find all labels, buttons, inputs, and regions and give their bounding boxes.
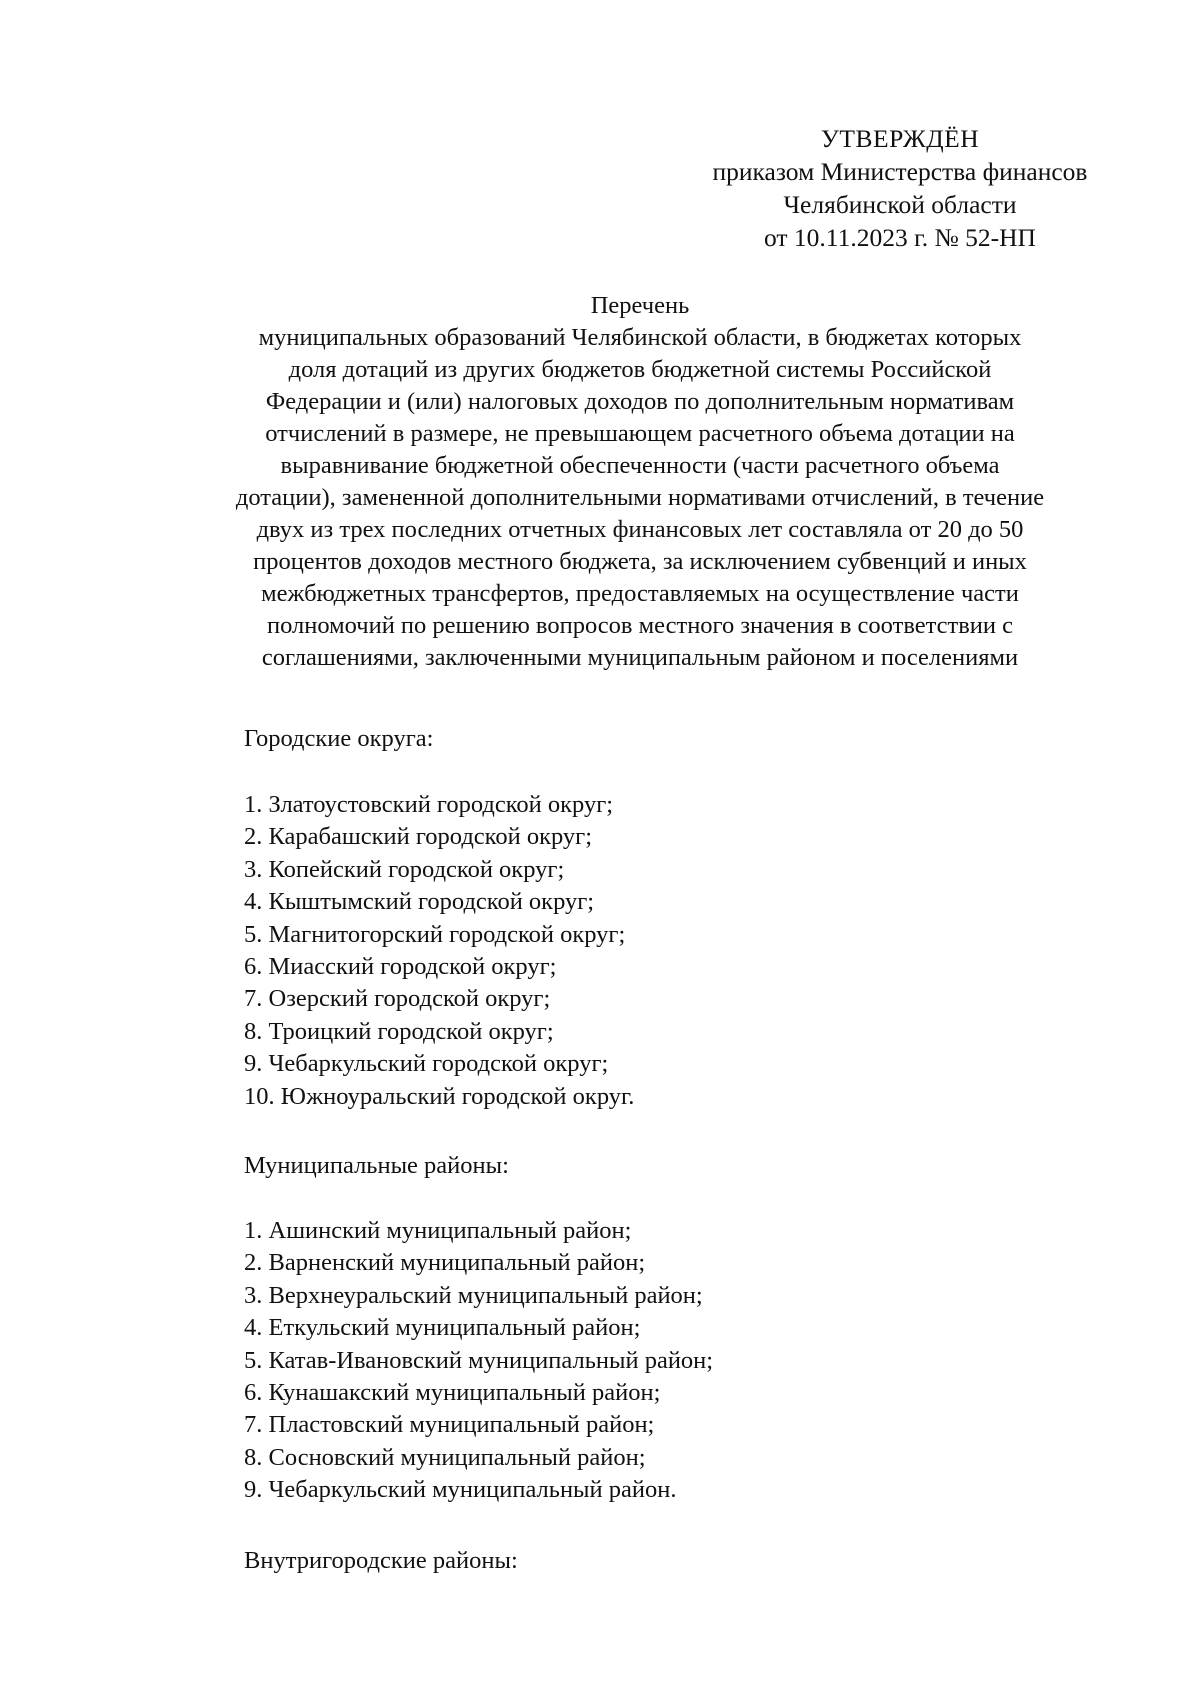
municipal-districts-heading: Муниципальные районы: (244, 1152, 509, 1179)
city-districts-list-wrap (244, 789, 1064, 1113)
municipal-districts-section (244, 1150, 1064, 1182)
title-line: соглашениями, заключенными муниципальным районом и поселениями (261, 644, 1019, 671)
city-districts-heading: Городские округа: (244, 725, 434, 752)
document-title-block (160, 290, 1120, 674)
title-line: дотации), замененной дополнительными нормативами отчислений, в течение (235, 484, 1045, 511)
approval-stamp: УТВЕРЖДЁН (820, 124, 980, 153)
document-title: Перечень (590, 292, 690, 319)
list-item: 9. Чебаркульский муниципальный район. (244, 1476, 677, 1504)
list-item: 9. Чебаркульский городской округ; (244, 1050, 609, 1078)
list-item: 4. Еткульский муниципальный район; (244, 1314, 641, 1342)
list-item: 5. Магнитогорский городской округ; (244, 920, 626, 948)
approval-line: приказом Министерства финансов (712, 157, 1088, 186)
city-districts-section (244, 723, 1064, 755)
intracity-districts-heading: Внутригородские районы: (244, 1547, 518, 1574)
list-item: 10. Южноуральский городской округ. (244, 1082, 635, 1110)
approval-line: Челябинской области (783, 190, 1017, 219)
title-line: процентов доходов местного бюджета, за исключением субвенций и иных (253, 548, 1027, 575)
list-item: 1. Златоустовский городской округ; (244, 791, 614, 818)
list-item: 6. Миасский городской округ; (244, 953, 557, 981)
approval-block (690, 122, 1110, 254)
list-item: 5. Катав-Ивановский муниципальный район; (244, 1346, 714, 1374)
list-item: 3. Верхнеуральский муниципальный район; (244, 1281, 703, 1309)
list-item: 2. Карабашский городской округ; (244, 823, 593, 851)
list-item: 7. Пластовский муниципальный район; (244, 1411, 655, 1439)
list-item: 7. Озерский городской округ; (244, 985, 551, 1013)
list-item: 3. Копейский городской округ; (244, 855, 565, 883)
municipal-districts-list-wrap (244, 1215, 1064, 1507)
title-line: Федерации и (или) налоговых доходов по дополнительным нормативам (265, 388, 1015, 415)
list-item: 8. Сосновский муниципальный район; (244, 1443, 646, 1471)
list-item: 4. Кыштымский городской округ; (244, 888, 595, 916)
title-line: межбюджетных трансфертов, предоставляемых на осуществление части (261, 580, 1019, 607)
approval-line: от 10.11.2023 г. № 52-НП (764, 223, 1036, 252)
municipal-districts-list (244, 1215, 1064, 1507)
list-item: 6. Кунашакский муниципальный район; (244, 1379, 661, 1407)
list-item: 2. Варненский муниципальный район; (244, 1249, 646, 1277)
title-line: муниципальных образований Челябинской области, в бюджетах которых (258, 324, 1022, 351)
list-item: 1. Ашинский муниципальный район; (244, 1217, 632, 1244)
title-line: выравнивание бюджетной обеспеченности (части расчетного объема (280, 452, 1000, 479)
intracity-districts-section (244, 1545, 1064, 1577)
title-line: отчислений в размере, не превышающем расчетного объема дотации на (265, 420, 1015, 447)
title-line: двух из трех последних отчетных финансовых лет составляла от 20 до 50 (256, 516, 1024, 543)
list-item: 8. Троицкий городской округ; (244, 1017, 554, 1045)
title-line: полномочий по решению вопросов местного значения в соответствии с (266, 612, 1013, 639)
city-districts-list (244, 789, 1064, 1113)
title-line: доля дотаций из других бюджетов бюджетной системы Российской (288, 356, 992, 383)
